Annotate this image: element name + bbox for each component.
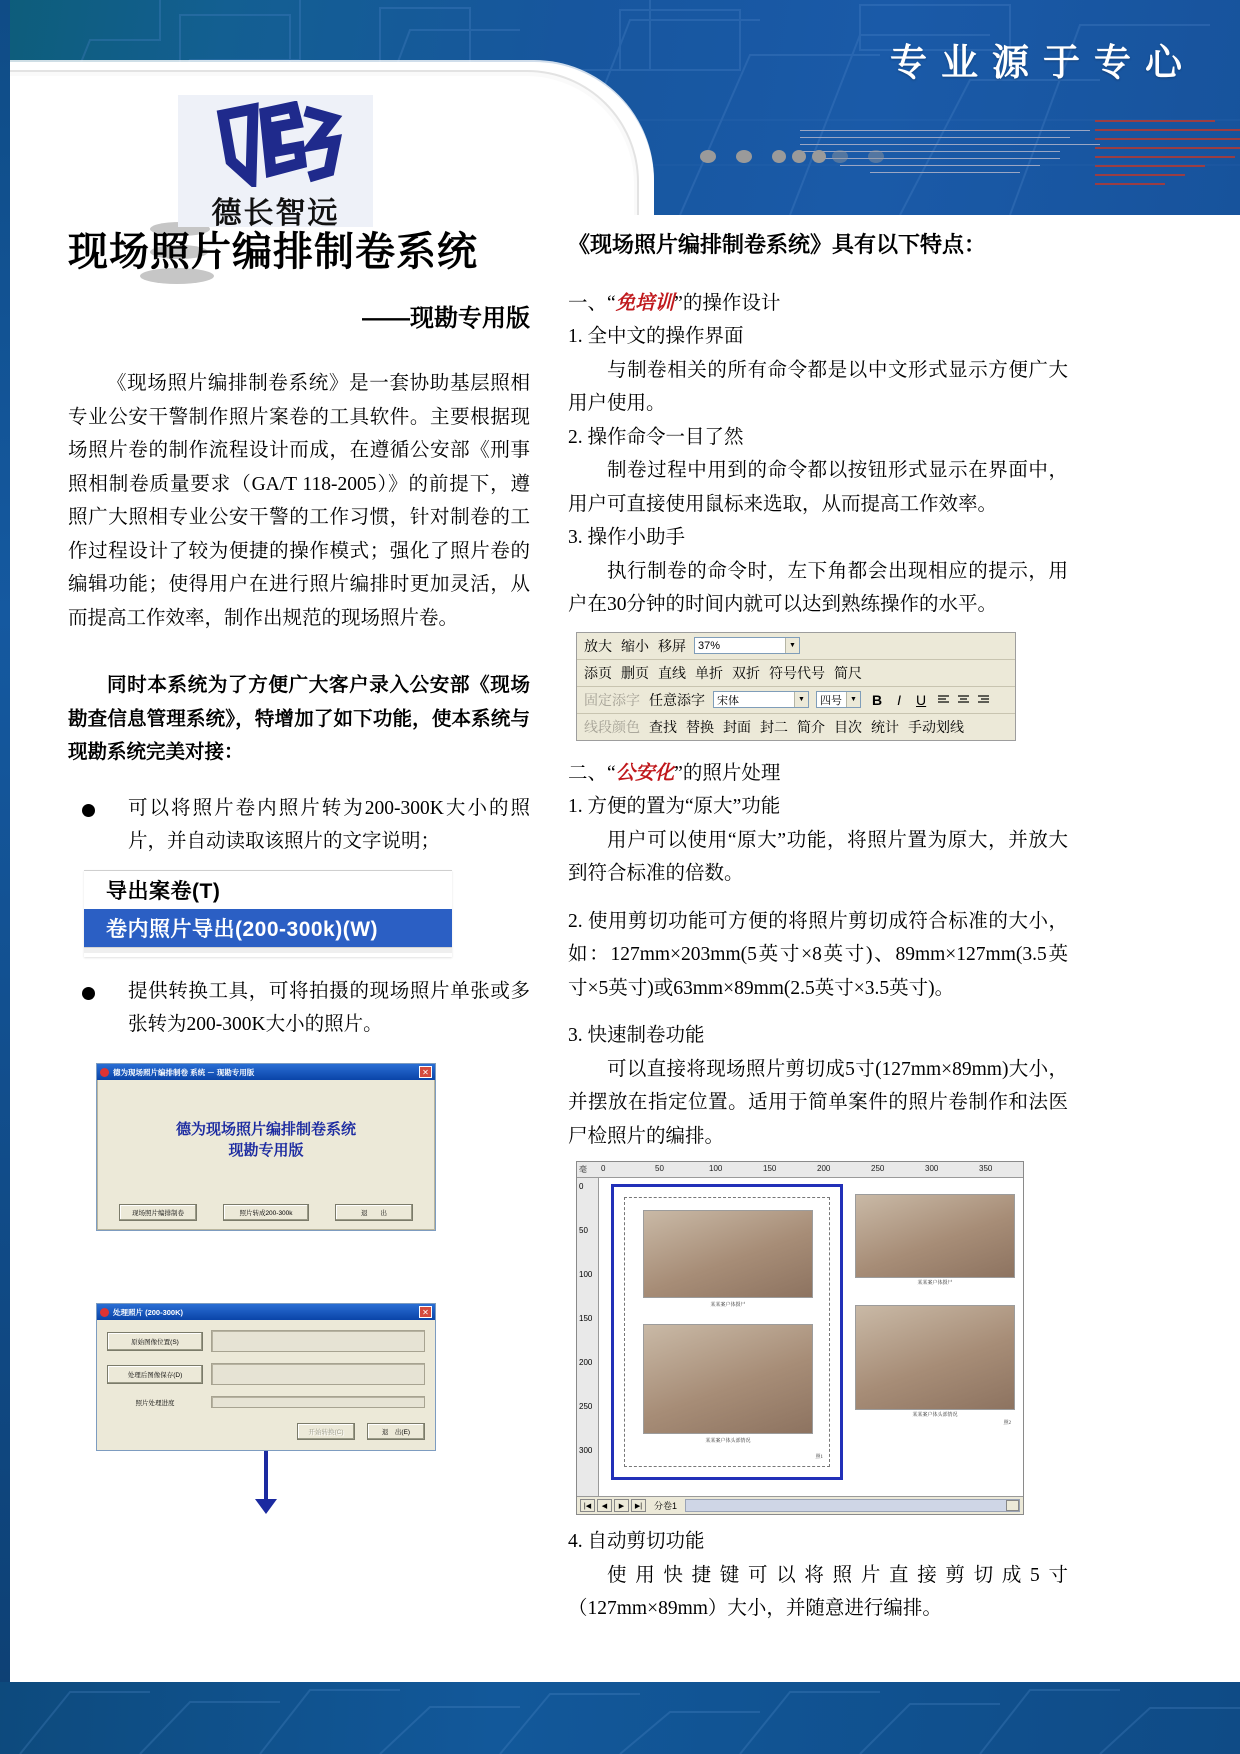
- process-dialog-title: 处理照片 (200-300K): [113, 1307, 184, 1317]
- process-dialog-footer: [107, 1419, 425, 1440]
- section-1-item-2-num: 2. 操作命令一目了然: [568, 426, 744, 448]
- ruler-tick: 150: [579, 1314, 593, 1324]
- section-1-item-1-text: 与制卷相关的所有命令都是以中文形式显示方便广大用户使用。: [568, 359, 1068, 415]
- splash-dialog-body: [97, 1080, 435, 1230]
- source-path-field[interactable]: [211, 1330, 425, 1352]
- photo-caption: 某某案户体摄尸: [917, 1281, 953, 1287]
- section-1-item-3-text: 执行制卷的命令时，左下角都会出现相应的提示，用户在30分钟的时间内就可以达到熟练操作的水平。: [568, 560, 1068, 616]
- flow-arrow-head-icon: [255, 1499, 277, 1514]
- splash-line-2: 现勘专用版: [228, 1142, 304, 1159]
- left-column: [68, 228, 530, 1451]
- toolbar-row-zoom: [577, 633, 1015, 660]
- bold-button[interactable]: B: [872, 691, 883, 708]
- splash-dialog: [96, 1063, 436, 1231]
- list-item: 提供转换工具，可将拍摄的现场照片单张或多张转为200-300K大小的照片。: [68, 975, 530, 1041]
- tool-free-text[interactable]: 任意添字: [649, 691, 705, 708]
- close-icon[interactable]: ✕: [419, 1306, 432, 1318]
- export-menu-screenshot: [84, 870, 452, 957]
- tool-line-color: 线段颜色: [584, 718, 640, 735]
- tool-cover2[interactable]: 封二: [760, 718, 788, 735]
- dialog-screenshots: [96, 1063, 436, 1451]
- ruler-tick: 300: [579, 1446, 593, 1456]
- section-1-item-1-num: 1. 全中文的操作界面: [568, 326, 744, 348]
- section-1-item-2-text: 制卷过程中用到的命令都以按钮形式显示在界面中，用户可直接使用鼠标来选取，从而提高工作效率。: [568, 460, 1068, 515]
- ruler-tick: 250: [871, 1164, 885, 1174]
- splash-dialog-title: 德为现场照片编排制卷 系统 － 现勘专用版: [113, 1067, 255, 1077]
- list-item: 可以将照片卷内照片转为200-300K大小的照片，并自动读取该照片的文字说明；: [68, 792, 530, 858]
- app-icon: [100, 1308, 109, 1317]
- feature-bullet-list-2: [68, 975, 530, 1041]
- section-2-item-2-num: 2. 使用剪切功能可方便的将照片剪切成符合标准的大小，如：127mm×203mm(5英寸×8英寸)、89mm×127mm(3.5英寸×5英寸)或63mm×89mm(2.5英寸×3.5英寸)。: [568, 910, 1068, 999]
- close-icon[interactable]: ✕: [419, 1066, 432, 1078]
- ruler-tick: 100: [579, 1270, 593, 1280]
- volume-label: 分卷1: [654, 1501, 678, 1512]
- menu-item-export-photos-selected[interactable]: 卷内照片导出(200-300k)(W): [84, 909, 452, 947]
- menu-footer-strip: [84, 947, 452, 953]
- section-1-heading: [568, 287, 1068, 320]
- ruler-tick: 250: [579, 1402, 593, 1412]
- toolbar-row-page: [577, 660, 1015, 687]
- progress-bar: [211, 1396, 425, 1408]
- features-title: 《现场照片编排制卷系统》具有以下特点：: [568, 232, 987, 257]
- tool-symbol-code[interactable]: 符号代号: [769, 664, 825, 681]
- ruler-tick: 100: [709, 1164, 723, 1174]
- source-path-row: [107, 1330, 425, 1352]
- photo-status-bar: [577, 1496, 1023, 1514]
- chevron-down-icon[interactable]: ▼: [794, 692, 808, 707]
- ruler-tick: 50: [655, 1164, 664, 1174]
- align-center-icon[interactable]: [957, 693, 970, 706]
- font-family-value: 宋体: [717, 694, 739, 707]
- tool-find[interactable]: 查找: [649, 718, 677, 735]
- btn-photo-arrange[interactable]: 现场照片编排制卷: [119, 1204, 197, 1221]
- process-dialog-titlebar: [97, 1304, 435, 1320]
- nav-prev-icon[interactable]: ◀: [597, 1499, 612, 1512]
- footer-pattern-decoration: [0, 1682, 1240, 1754]
- chevron-down-icon[interactable]: ▼: [785, 638, 799, 653]
- splash-title-block: [98, 1120, 434, 1161]
- btn-dialog-exit[interactable]: 退 出(E): [367, 1423, 425, 1440]
- ruler-tick: 350: [979, 1164, 993, 1174]
- section-2-heading-highlight: 公安化: [615, 762, 675, 784]
- splash-button-row: [98, 1204, 434, 1221]
- section-2-item-3-num: 3. 快速制卷功能: [568, 1025, 705, 1047]
- page-title: 现场照片编排制卷系统: [68, 230, 478, 274]
- section-2-item-3-text: 可以直接将现场照片剪切成5寸(127mm×89mm)大小，并摆放在指定位置。适用于简单案件的照片卷制作和法医尸检照片的编排。: [568, 1058, 1068, 1147]
- photo-thumbnail[interactable]: [855, 1305, 1015, 1410]
- shield-c2-logo-icon: [178, 101, 373, 192]
- left-edge-strip: [0, 0, 10, 1754]
- tool-intro[interactable]: 简介: [797, 718, 825, 735]
- tool-pan[interactable]: 移屏: [658, 637, 686, 654]
- section-1-heading-prefix: 一、“: [568, 293, 616, 314]
- zoom-level-select[interactable]: [694, 637, 800, 654]
- page-subtitle: ——现勘专用版: [362, 305, 530, 332]
- vertical-ruler: [577, 1178, 599, 1496]
- font-size-value: 四号: [820, 694, 842, 707]
- btn-save-processed-image[interactable]: 处理后图像保存(D): [107, 1365, 203, 1384]
- tool-fixed-text: 固定添字: [584, 691, 640, 708]
- btn-convert-200-300k[interactable]: 照片转成200-300k: [223, 1204, 309, 1221]
- dest-path-row: [107, 1363, 425, 1385]
- tool-cover[interactable]: 封面: [723, 718, 751, 735]
- process-dialog-body: [97, 1320, 435, 1450]
- section-2-heading: [568, 757, 1068, 790]
- red-line-decoration: [1095, 120, 1240, 192]
- ruler-tick: 0: [601, 1164, 606, 1174]
- splash-dialog-titlebar: [97, 1064, 435, 1080]
- tool-contents[interactable]: 目次: [834, 718, 862, 735]
- horizontal-scrollbar[interactable]: [685, 1499, 1020, 1512]
- section-2-item-1-num: 1. 方便的置为“原大”功能: [568, 796, 781, 818]
- photo-canvas-area: [577, 1178, 1023, 1496]
- splash-line-1: 德为现场照片编排制卷系统: [175, 1122, 356, 1139]
- layout-canvas[interactable]: [599, 1178, 1023, 1496]
- tool-double-fold[interactable]: 双折: [732, 664, 760, 681]
- align-icon[interactable]: [937, 693, 950, 706]
- ruler-tick: 150: [763, 1164, 777, 1174]
- tool-replace[interactable]: 替换: [686, 718, 714, 735]
- ruler-tick: 50: [579, 1226, 588, 1236]
- ruler-tick: 200: [817, 1164, 831, 1174]
- selected-page[interactable]: [611, 1184, 843, 1480]
- tool-zoom-in[interactable]: 放大: [584, 637, 612, 654]
- section-1-heading-suffix: ”的操作设计: [674, 293, 781, 314]
- photo-thumbnail[interactable]: [643, 1324, 813, 1434]
- toolbar-row-misc: [577, 714, 1015, 740]
- horizontal-ruler: [577, 1162, 1023, 1178]
- section-2-heading-prefix: 二、“: [568, 762, 616, 784]
- ruler-unit-label: 毫: [579, 1165, 587, 1175]
- tool-add-page[interactable]: 添页: [584, 664, 612, 681]
- ruler-tick: 200: [579, 1358, 593, 1368]
- secondary-page[interactable]: [855, 1194, 1015, 1426]
- tool-line[interactable]: 直线: [658, 664, 686, 681]
- photo-number: 照2: [1003, 1421, 1011, 1427]
- toolbar-screenshot: [576, 632, 1016, 741]
- section-1-heading-highlight: 免培训: [615, 293, 675, 314]
- company-logo: [178, 95, 373, 230]
- flow-arrow-line: [264, 1451, 268, 1503]
- tool-single-fold[interactable]: 单折: [695, 664, 723, 681]
- intro-paragraph-2: 同时本系统为了方便广大客户录入公安部《现场勘查信息管理系统》，特增加了如下功能，使本系统与现勘系统完美对接：: [68, 675, 530, 764]
- section-2-item-1-text: 用户可以使用“原大”功能，将照片置为原大，并放大到符合标准的倍数。: [568, 829, 1068, 885]
- photo-caption: 某某案户体摄尸: [710, 1303, 746, 1309]
- right-column: [568, 228, 1068, 1626]
- ruler-tick: 0: [579, 1182, 584, 1192]
- logo-wordmark: 德长智远: [211, 197, 340, 230]
- nav-first-icon[interactable]: |◀: [580, 1499, 595, 1512]
- intro-paragraph-1: 《现场照片编排制卷系统》是一套协助基层照相专业公安干警制作照片案卷的工具软件。主要根据现场照片卷的制作流程设计而成，在遵循公安部《刑事照相制卷质量要求（GA/T 118-2005）》的前提下，遵照广大照相专业公安干警的工作习惯，针对制卷的工作过程设计了较为便捷的操作模式；强化了照片卷的编辑功能；使得用户在进行照片编排时更加灵活，从而提高工作效率，制作出规范的现场照片卷。: [68, 373, 530, 629]
- process-dialog: [96, 1303, 436, 1451]
- btn-source-image-location[interactable]: 原始图像位置(S): [107, 1332, 203, 1351]
- photo-thumbnail[interactable]: [855, 1194, 1015, 1278]
- menu-item-export-case[interactable]: 导出案卷(T): [106, 880, 221, 904]
- tool-manual-line[interactable]: 手动划线: [908, 718, 964, 735]
- italic-button[interactable]: I: [897, 691, 902, 708]
- toolbar-row-text: [577, 687, 1015, 714]
- nav-last-icon[interactable]: ▶|: [631, 1499, 646, 1512]
- footer-banner: [0, 1682, 1240, 1754]
- photo-number: 照1: [815, 1455, 823, 1461]
- tool-delete-page[interactable]: 删页: [621, 664, 649, 681]
- nav-next-icon[interactable]: ▶: [614, 1499, 629, 1512]
- progress-row: [107, 1396, 425, 1408]
- btn-exit[interactable]: 退 出: [335, 1204, 413, 1221]
- header-slogan: 专业源于专心: [890, 42, 1196, 83]
- tool-statistics[interactable]: 统计: [871, 718, 899, 735]
- photo-caption: 某某案户体头部情况: [912, 1413, 958, 1419]
- feature-bullet-list: [68, 792, 530, 858]
- ruler-tick: 300: [925, 1164, 939, 1174]
- font-family-select[interactable]: [713, 691, 809, 708]
- scrollbar-thumb[interactable]: [1006, 1500, 1019, 1511]
- font-size-select[interactable]: [816, 691, 861, 708]
- zoom-level-value: 37%: [698, 639, 721, 652]
- chevron-down-icon[interactable]: ▼: [846, 692, 860, 707]
- align-right-icon[interactable]: [977, 693, 990, 706]
- app-icon: [100, 1068, 109, 1077]
- section-2-item-4-num: 4. 自动剪切功能: [568, 1531, 705, 1553]
- tool-zoom-out[interactable]: 缩小: [621, 637, 649, 654]
- tool-ruler[interactable]: 简尺: [834, 664, 862, 681]
- dest-path-field[interactable]: [211, 1363, 425, 1385]
- photo-layout-screenshot: [576, 1161, 1024, 1515]
- section-2-item-4-text: 使用快捷键可以将照片直接剪切成5寸（127mm×89mm）大小，并随意进行编排。: [568, 1564, 1068, 1620]
- photo-caption: 某某案户体头部情况: [705, 1439, 751, 1445]
- page-margin-guide: [624, 1197, 830, 1467]
- photo-thumbnail[interactable]: [643, 1210, 813, 1298]
- underline-button[interactable]: U: [916, 691, 927, 708]
- section-2-heading-suffix: ”的照片处理: [674, 762, 781, 784]
- section-1-item-3-num: 3. 操作小助手: [568, 527, 686, 549]
- dot-decoration: [700, 147, 904, 165]
- progress-label: 照片处理进度: [135, 1399, 175, 1407]
- btn-start-convert[interactable]: 开始转换(C): [297, 1423, 355, 1440]
